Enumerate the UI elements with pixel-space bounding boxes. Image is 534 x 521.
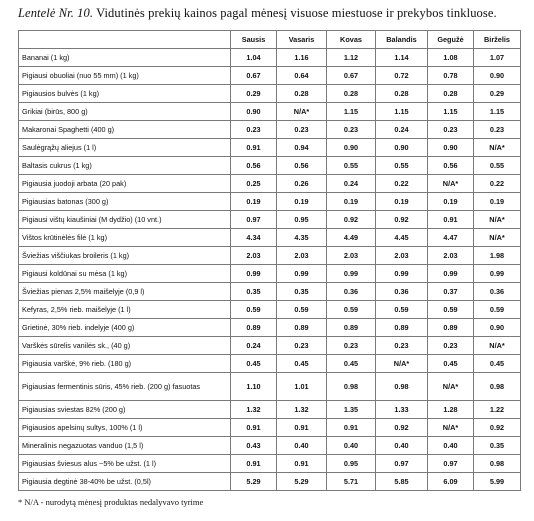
price-cell: 1.15 (327, 103, 376, 121)
price-cell: 0.19 (474, 193, 521, 211)
price-cell: 0.78 (428, 67, 474, 85)
price-cell: 0.59 (474, 301, 521, 319)
price-cell: 0.92 (327, 211, 376, 229)
price-cell: 0.45 (277, 355, 327, 373)
price-cell: 0.89 (277, 319, 327, 337)
price-cell: 0.29 (231, 85, 277, 103)
table-row (19, 265, 521, 283)
price-cell: 0.28 (376, 85, 428, 103)
price-cell: 0.23 (231, 121, 277, 139)
price-cell: 0.67 (327, 67, 376, 85)
price-cell: 1.15 (428, 103, 474, 121)
price-cell: 0.99 (474, 265, 521, 283)
price-cell: 0.91 (327, 419, 376, 437)
table-row (19, 157, 521, 175)
price-cell: 0.23 (428, 121, 474, 139)
price-cell: 0.91 (428, 211, 474, 229)
price-cell: 0.99 (231, 265, 277, 283)
price-cell: 0.23 (327, 337, 376, 355)
price-cell: 0.91 (231, 139, 277, 157)
price-cell: 0.29 (474, 85, 521, 103)
price-cell: N/A* (376, 355, 428, 373)
product-name-cell: Grikiai (birūs, 800 g) (19, 103, 231, 121)
product-name-cell: Mineralinis negazuotas vanduo (1,5 l) (19, 437, 231, 455)
price-cell: 0.56 (277, 157, 327, 175)
price-cell: N/A* (474, 211, 521, 229)
price-cell: N/A* (428, 373, 474, 401)
price-cell: 0.94 (277, 139, 327, 157)
price-cell: 0.90 (474, 319, 521, 337)
price-cell: 0.59 (428, 301, 474, 319)
product-name-cell: Pigiausios apelsinų sultys, 100% (1 l) (19, 419, 231, 437)
price-cell: 0.26 (277, 175, 327, 193)
price-cell: 0.35 (474, 437, 521, 455)
table-row (19, 49, 521, 67)
price-cell: 0.19 (231, 193, 277, 211)
table-body (19, 49, 521, 491)
price-cell: 0.24 (376, 121, 428, 139)
table-row (19, 103, 521, 121)
price-cell: 1.98 (474, 247, 521, 265)
price-cell: 0.89 (231, 319, 277, 337)
price-cell: 0.89 (376, 319, 428, 337)
table-row (19, 437, 521, 455)
price-cell: 0.28 (428, 85, 474, 103)
price-cell: 4.45 (376, 229, 428, 247)
price-cell: 5.99 (474, 473, 521, 491)
price-cell: 0.45 (428, 355, 474, 373)
table-row (19, 419, 521, 437)
price-cell: 2.03 (231, 247, 277, 265)
table-row (19, 229, 521, 247)
table-row (19, 337, 521, 355)
price-cell: 1.08 (428, 49, 474, 67)
header-cell-month: Kovas (327, 31, 376, 49)
price-cell: 0.40 (277, 437, 327, 455)
product-name-cell: Pigiausi obuoliai (nuo 55 mm) (1 kg) (19, 67, 231, 85)
price-cell: 0.22 (474, 175, 521, 193)
price-cell: 4.35 (277, 229, 327, 247)
table-row (19, 455, 521, 473)
price-cell: 0.25 (231, 175, 277, 193)
table-row (19, 283, 521, 301)
product-name-cell: Pigiausia varškė, 9% rieb. (180 g) (19, 355, 231, 373)
price-cell: 0.45 (327, 355, 376, 373)
price-cell: 1.01 (277, 373, 327, 401)
header-cell-month: Gegužė (428, 31, 474, 49)
price-cell: 0.24 (327, 175, 376, 193)
header-row (19, 31, 521, 49)
price-cell: 0.92 (474, 419, 521, 437)
price-cell: 0.64 (277, 67, 327, 85)
table-row (19, 193, 521, 211)
price-cell: 0.22 (376, 175, 428, 193)
table-row (19, 67, 521, 85)
price-cell: 5.29 (277, 473, 327, 491)
price-cell: 0.98 (376, 373, 428, 401)
table-row (19, 139, 521, 157)
price-cell: 4.47 (428, 229, 474, 247)
price-cell: 0.90 (428, 139, 474, 157)
price-cell: 0.59 (277, 301, 327, 319)
price-cell: 5.85 (376, 473, 428, 491)
price-cell: 1.32 (277, 401, 327, 419)
price-cell: 0.23 (428, 337, 474, 355)
price-cell: 2.03 (277, 247, 327, 265)
price-cell: 0.90 (376, 139, 428, 157)
price-cell: 0.59 (231, 301, 277, 319)
price-cell: 0.99 (376, 265, 428, 283)
price-cell: N/A* (474, 229, 521, 247)
price-cell: 1.15 (474, 103, 521, 121)
product-name-cell: Pigiausias fermentinis sūris, 45% rieb. (200 g) fasuotas (19, 373, 231, 401)
price-cell: 1.32 (231, 401, 277, 419)
price-cell: 1.22 (474, 401, 521, 419)
price-cell: 0.95 (277, 211, 327, 229)
product-name-cell: Pigiausias sviestas 82% (200 g) (19, 401, 231, 419)
price-cell: 6.09 (428, 473, 474, 491)
price-cell: 1.28 (428, 401, 474, 419)
price-cell: N/A* (428, 175, 474, 193)
price-cell: 0.99 (277, 265, 327, 283)
product-name-cell: Šviežias viščiukas broileris (1 kg) (19, 247, 231, 265)
price-cell: 0.99 (327, 265, 376, 283)
header-cell-product (19, 31, 231, 49)
price-cell: N/A* (474, 139, 521, 157)
price-cell: 0.72 (376, 67, 428, 85)
price-cell: 0.98 (327, 373, 376, 401)
product-name-cell: Vištos krūtinėlės filė (1 kg) (19, 229, 231, 247)
table-row (19, 85, 521, 103)
product-name-cell: Kefyras, 2,5% rieb. maišelyje (1 l) (19, 301, 231, 319)
price-cell: 0.89 (428, 319, 474, 337)
price-cell: 0.45 (231, 355, 277, 373)
price-cell: 0.35 (277, 283, 327, 301)
price-cell: 0.67 (231, 67, 277, 85)
table-row (19, 401, 521, 419)
price-cell: 5.29 (231, 473, 277, 491)
price-cell: 0.59 (327, 301, 376, 319)
price-cell: 0.40 (327, 437, 376, 455)
header-cell-month: Birželis (474, 31, 521, 49)
price-cell: 0.28 (277, 85, 327, 103)
price-cell: 0.36 (474, 283, 521, 301)
product-name-cell: Makaronai Spaghetti (400 g) (19, 121, 231, 139)
price-cell: N/A* (277, 103, 327, 121)
price-cell: 0.91 (277, 455, 327, 473)
caption-text: Vidutinės prekių kainos pagal mėnesį visuose miestuose ir prekybos tinkluose. (96, 6, 497, 20)
price-cell: 0.19 (376, 193, 428, 211)
price-cell: 1.07 (474, 49, 521, 67)
price-cell: 0.92 (376, 419, 428, 437)
table-caption (18, 6, 497, 21)
footnote: * N/A - nurodytą mėnesį produktas nedalyvavo tyrime (18, 497, 204, 507)
product-name-cell: Pigiausi koldūnai su mėsa (1 kg) (19, 265, 231, 283)
table-row (19, 319, 521, 337)
price-cell: 0.23 (327, 121, 376, 139)
product-name-cell: Pigiausias šviesus alus ~5% be užst. (1 l) (19, 455, 231, 473)
price-cell: 0.40 (428, 437, 474, 455)
product-name-cell: Grietinė, 30% rieb. indelyje (400 g) (19, 319, 231, 337)
product-name-cell: Šviežias pienas 2,5% maišelyje (0,9 l) (19, 283, 231, 301)
product-name-cell: Bananai (1 kg) (19, 49, 231, 67)
product-name-cell: Pigiausia juodoji arbata (20 pak) (19, 175, 231, 193)
product-name-cell: Pigiausia degtinė 38-40% be užst. (0,5l) (19, 473, 231, 491)
price-cell: 0.90 (231, 103, 277, 121)
price-cell: 0.98 (474, 455, 521, 473)
price-cell: 0.90 (327, 139, 376, 157)
price-table (18, 30, 521, 491)
price-cell: 0.56 (231, 157, 277, 175)
product-name-cell: Pigiausi vištų kiaušiniai (M dydžio) (10 vnt.) (19, 211, 231, 229)
price-cell: 4.34 (231, 229, 277, 247)
price-cell: 0.19 (277, 193, 327, 211)
price-cell: 0.97 (376, 455, 428, 473)
price-cell: 0.99 (428, 265, 474, 283)
price-cell: 2.03 (376, 247, 428, 265)
table-row (19, 211, 521, 229)
price-cell: 0.97 (428, 455, 474, 473)
price-cell: 0.23 (474, 121, 521, 139)
table-row (19, 175, 521, 193)
price-cell: 0.24 (231, 337, 277, 355)
table-row (19, 247, 521, 265)
price-cell: 0.36 (376, 283, 428, 301)
price-cell: 1.15 (376, 103, 428, 121)
price-cell: 0.90 (474, 67, 521, 85)
price-cell: 0.59 (376, 301, 428, 319)
price-cell: 2.03 (428, 247, 474, 265)
price-cell: 0.55 (376, 157, 428, 175)
price-cell: 0.56 (428, 157, 474, 175)
price-cell: 1.04 (231, 49, 277, 67)
price-cell: 0.37 (428, 283, 474, 301)
price-cell: 0.40 (376, 437, 428, 455)
price-cell: 0.55 (327, 157, 376, 175)
price-cell: 0.55 (474, 157, 521, 175)
table-row (19, 121, 521, 139)
header-cell-month: Vasaris (277, 31, 327, 49)
price-cell: 0.89 (327, 319, 376, 337)
caption-label: Lentelė Nr. 10. (18, 6, 94, 20)
table-row (19, 355, 521, 373)
price-cell: 0.45 (474, 355, 521, 373)
price-cell: 1.16 (277, 49, 327, 67)
price-cell: 0.23 (277, 337, 327, 355)
price-cell: 0.95 (327, 455, 376, 473)
product-name-cell: Varškės sūrelis vanilės sk., (40 g) (19, 337, 231, 355)
price-cell: 4.49 (327, 229, 376, 247)
price-cell: 1.14 (376, 49, 428, 67)
price-cell: 1.12 (327, 49, 376, 67)
table-row (19, 373, 521, 401)
price-cell: 2.03 (327, 247, 376, 265)
price-cell: 1.10 (231, 373, 277, 401)
price-cell: 0.91 (231, 419, 277, 437)
price-cell: 0.23 (376, 337, 428, 355)
price-cell: N/A* (428, 419, 474, 437)
product-name-cell: Baltasis cukrus (1 kg) (19, 157, 231, 175)
price-cell: 0.97 (231, 211, 277, 229)
header-cell-month: Balandis (376, 31, 428, 49)
price-cell: 0.19 (428, 193, 474, 211)
price-cell: 0.43 (231, 437, 277, 455)
table-row (19, 301, 521, 319)
price-cell: N/A* (474, 337, 521, 355)
price-cell: 5.71 (327, 473, 376, 491)
price-cell: 0.19 (327, 193, 376, 211)
table-row (19, 473, 521, 491)
price-cell: 0.36 (327, 283, 376, 301)
price-cell: 0.23 (277, 121, 327, 139)
price-cell: 1.33 (376, 401, 428, 419)
price-cell: 0.98 (474, 373, 521, 401)
product-name-cell: Pigiausios bulvės (1 kg) (19, 85, 231, 103)
product-name-cell: Pigiausias batonas (300 g) (19, 193, 231, 211)
price-cell: 0.91 (231, 455, 277, 473)
product-name-cell: Saulėgrąžų aliejus (1 l) (19, 139, 231, 157)
header-cell-month: Sausis (231, 31, 277, 49)
price-cell: 0.92 (376, 211, 428, 229)
price-cell: 1.35 (327, 401, 376, 419)
price-cell: 0.35 (231, 283, 277, 301)
price-cell: 0.91 (277, 419, 327, 437)
price-cell: 0.28 (327, 85, 376, 103)
